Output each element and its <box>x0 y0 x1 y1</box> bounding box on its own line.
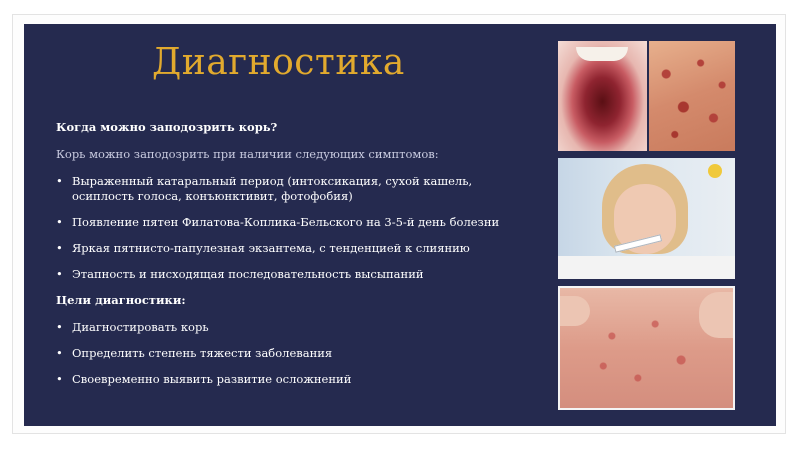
goal-item: • Диагностировать корь <box>56 320 504 335</box>
slide-content <box>56 120 504 398</box>
intro-text: Корь можно заподозрить при наличии следующих симптомов: <box>56 147 439 161</box>
goal-item: • Определить степень тяжести заболевания <box>56 346 504 361</box>
goals-heading: Цели диагностики: <box>56 293 186 307</box>
question-heading: Когда можно заподозрить корь? <box>56 120 278 134</box>
symptom-item: • Появление пятен Филатова-Коплика-Бельского на 3-5-й день болезни <box>56 215 504 230</box>
flower-shape <box>708 164 722 178</box>
blanket-shape <box>558 256 735 279</box>
rash-on-back-photo <box>649 41 735 151</box>
rash-on-torso-photo <box>558 286 735 410</box>
symptom-item: • Этапность и нисходящая последовательность высыпаний <box>56 267 504 282</box>
symptom-item: • Выраженный катаральный период (интоксикация, сухой кашель, осиплость голоса, конъюнктивит, фотофобия) <box>56 174 504 204</box>
right-hand-shape <box>699 292 733 338</box>
slide-title: Диагностика <box>152 42 405 83</box>
slide <box>24 24 776 426</box>
symptom-item: • Яркая пятнисто-папулезная экзантема, с тенденцией к слиянию <box>56 241 504 256</box>
goals-list <box>56 320 504 387</box>
symptom-list <box>56 174 504 282</box>
koplik-spots-throat-photo <box>558 41 647 151</box>
child-with-thermometer-photo <box>558 158 735 279</box>
left-hand-shape <box>560 296 590 326</box>
goal-item: • Своевременно выявить развитие осложнений <box>56 372 504 387</box>
teeth-shape <box>576 47 628 61</box>
